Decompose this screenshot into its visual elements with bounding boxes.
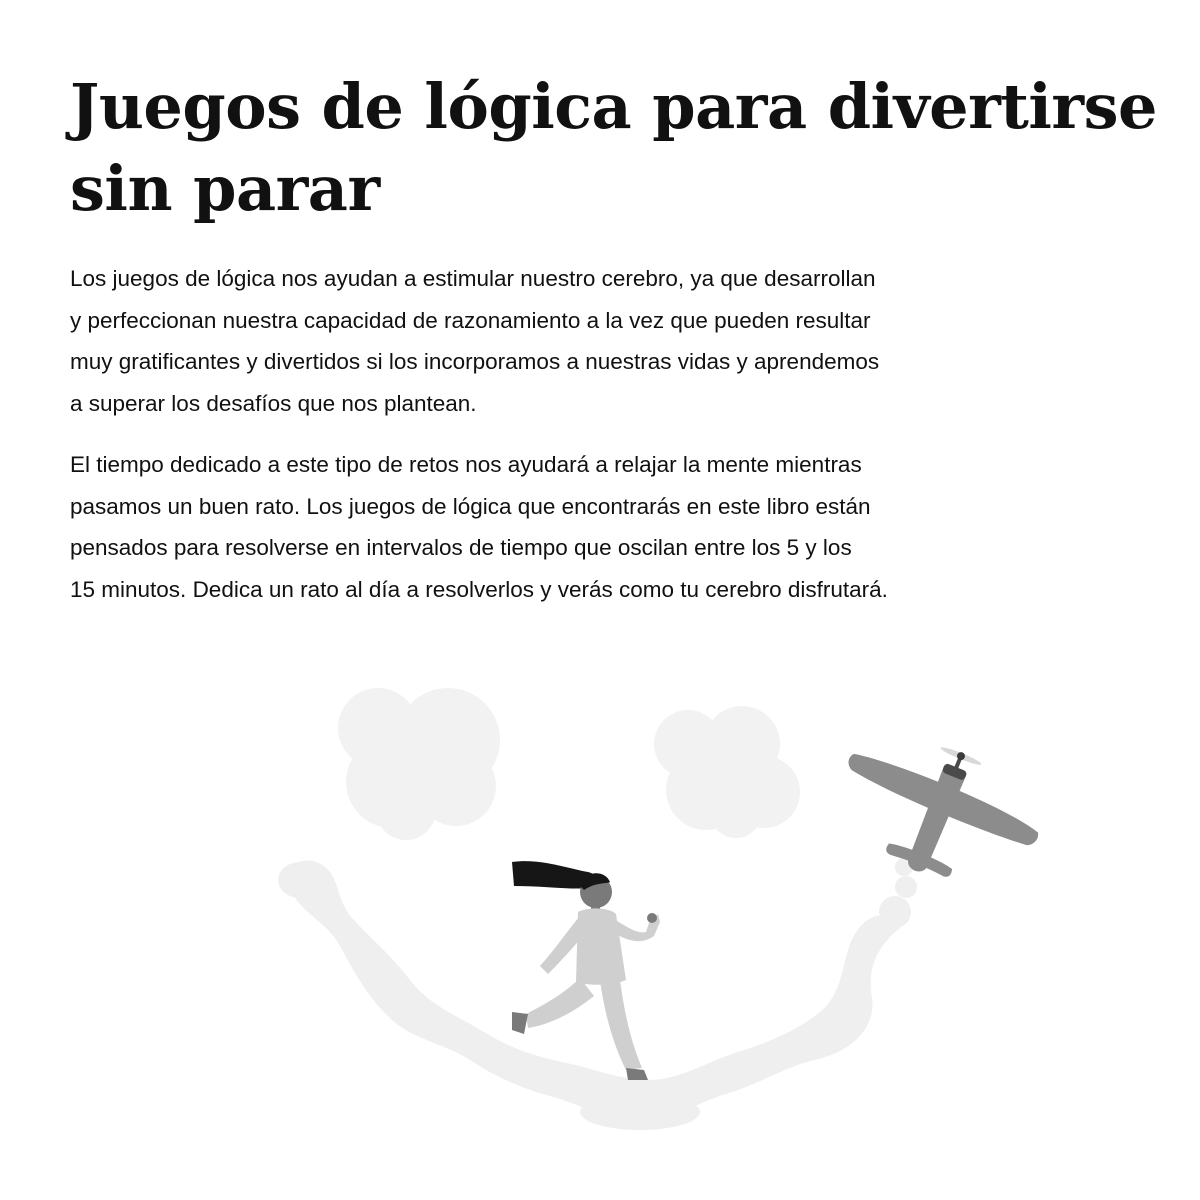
time-paragraph [70,444,1080,610]
title-line-1: Juegos de lógica para divertirse [70,70,1157,143]
paragraph-line: a superar los desafíos que nos plantean. [70,390,477,416]
paragraph-line: El tiempo dedicado a este tipo de retos nos ayudará a relajar la mente mientras [70,452,862,477]
cloud-right-icon [654,706,800,838]
paragraph-line: Los juegos de lógica nos ayudan a estimular nuestro cerebro, ya que desarrollan [70,266,876,291]
paragraph-line: pasamos un buen rato. Los juegos de lógica que encontrarás en este libro están [70,493,871,519]
cloud-left-icon [338,688,500,840]
title-line-2: sin parar [70,152,380,225]
paragraph-line: y perfeccionan nuestra capacidad de razonamiento a la vez que pueden resultar [70,307,871,333]
airplane-icon [820,714,1057,909]
paragraph-line: pensados para resolverse en intervalos de tiempo que oscilan entre los 5 y los [70,535,852,560]
paragraph-line: muy gratificantes y divertidos si los incorporamos a nuestras vidas y aprendemos [70,349,880,374]
page-title [70,66,1170,230]
intro-paragraph [70,258,1080,424]
illustration [0,640,1200,1200]
running-woman-icon [512,861,660,1080]
paragraph-line: 15 minutos. Dedica un rato al día a resolverlos y verás como tu cerebro disfrutará. [70,576,888,602]
